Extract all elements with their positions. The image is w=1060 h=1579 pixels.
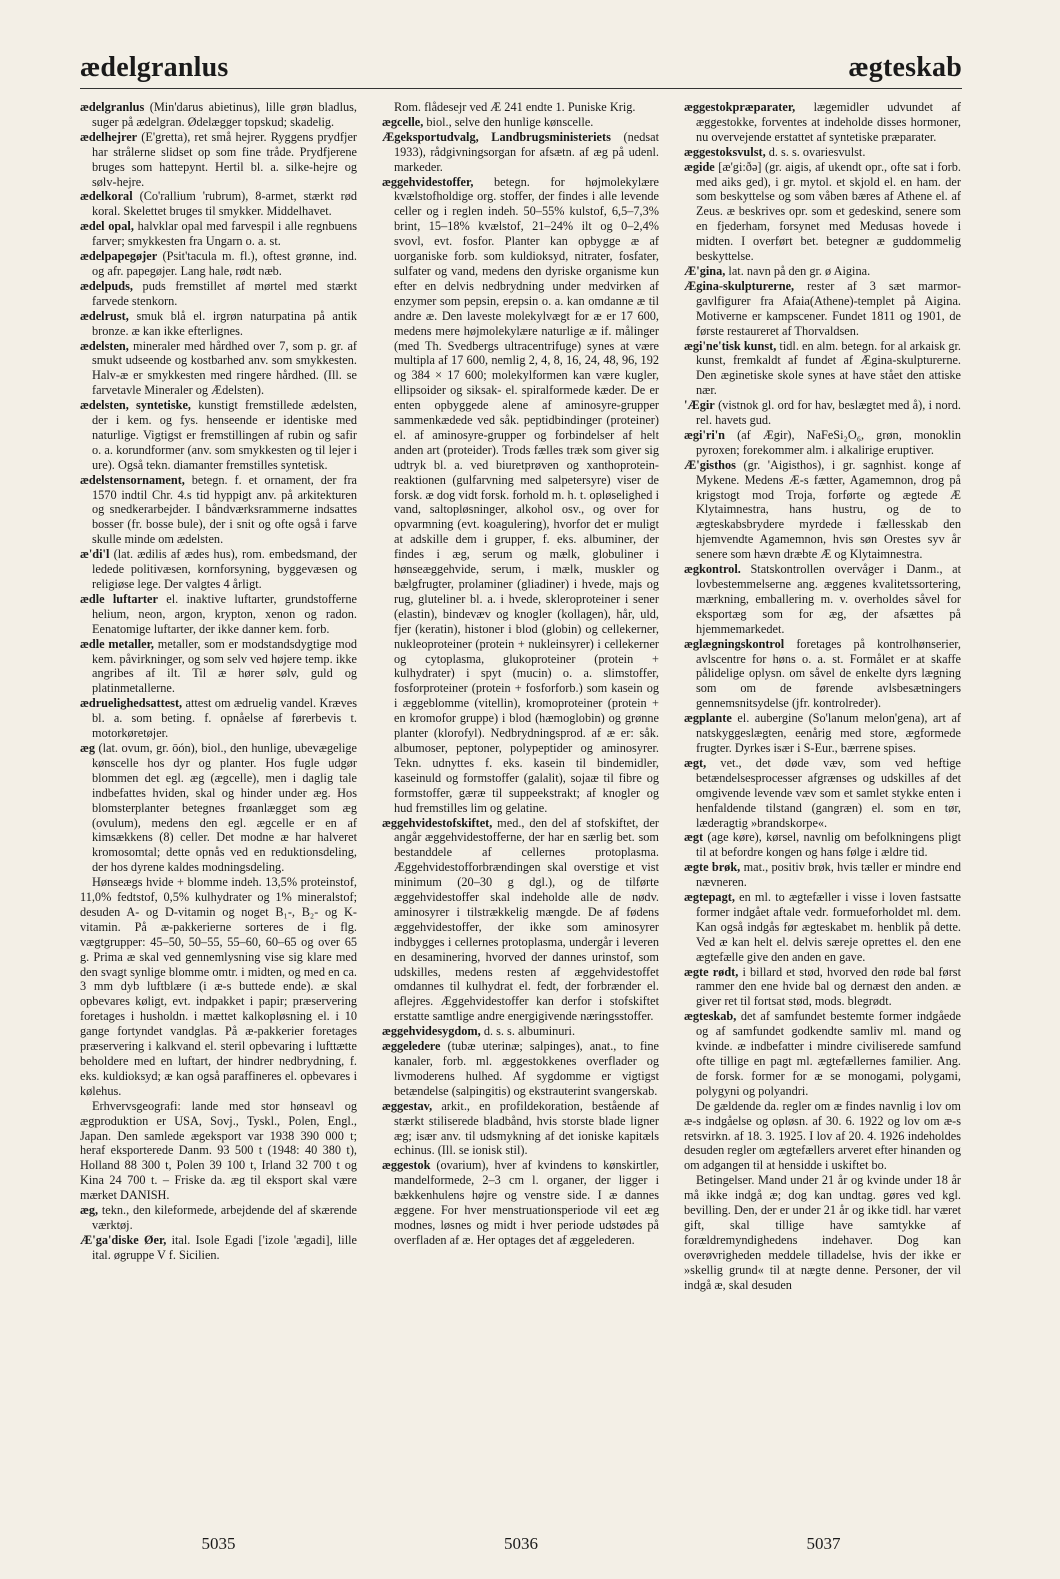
dictionary-entry: [684, 264, 961, 279]
entry-paragraph: [80, 875, 357, 1099]
entry-paragraph: [80, 1099, 357, 1203]
entry-headword: æggehvidesygdom,: [382, 1024, 481, 1039]
entry-headword: ægi'ri'n: [684, 427, 725, 442]
entry-headword: ægcelle,: [382, 114, 424, 129]
entry-headword: æg,: [80, 1203, 99, 1218]
entry-paragraph: [382, 100, 659, 115]
entry-headword: ædelsten, syntetiske,: [80, 398, 192, 413]
entry-text: el. aubergine (So'lanum melon'gena), art af natskyggeslægten, eenårig med store, ægformede frugter. Dyrkes især i S-Eur., bærrene spises.: [696, 711, 961, 755]
dictionary-entry: [382, 1158, 659, 1247]
entry-text: smuk blå el. irgrøn naturpatina på antik bronze. æ kan ikke efterlignes.: [92, 308, 357, 338]
entry-text: [æ'gi:ðə] (gr. aigis, af ukendt opr., ofte sat i forb. med aiks ged), i gr. mytol. et skjold el. en ham. der som beskyttelse og som våben bæres af Athene el. af Zeus. æ beskrives opr. som et gedeskind, senere som en fjederham, forsynet med Medusas hovede i midten. I overført bet. betegner æ guddommelig beskyttelse.: [696, 159, 961, 264]
dictionary-entry: [80, 741, 357, 875]
entry-text: Betingelser. Mand under 21 år og kvinde under 18 år må ikke indgå æ; dog kan undtag. gøres ved kgl. bevilling. Den, der er under 21 år og ikke tidl. har været gift, skal tillige have samtykke af forældremyndighedens indehaver. Dog kan overøvrigheden meddele tilladelse, hvis der ikke er »skellig grund« til at nægte denne. Personer, der vil indgå æ, skal desuden: [684, 1173, 961, 1292]
entry-text: (af Ægir), NaFeSi₂O₆, grøn, monoklin pyroxen; forekommer alm. i alkalirige eruptiver.: [696, 427, 961, 457]
entry-headword: ædelhejrer: [80, 129, 138, 144]
entry-text: kunstigt fremstillede ædelsten, der i kem. og fys. henseende er identiske med naturlige. Vigtigst er fremstillingen af rubin og safir o. a. korundformer (anv. som smykkesten og til lejer i ure). Også tekn. diamanter fremstilles syntetisk.: [92, 398, 357, 472]
column-2: [382, 100, 659, 1510]
entry-headword: ægte rødt,: [684, 964, 739, 979]
page-number-2: 5036: [504, 1534, 538, 1553]
entry-headword: Æ'gina,: [684, 263, 726, 278]
entry-text: med., den del af stofskiftet, der angår æggehvidestofferne, der har en særlig bet. som bestanddele af cellernes protoplasma. Æggehvidestofforbrændingen skal overstige et vist minimum (20–30 g dgl.), og de tilførte æggehvidestoffer skal indeholde alle de nødv. aminosyrer i tilstrækkelig mængde. De af fødens æggehvidestoffer, der ikke som aminosyrer indbygges i cellernes protoplasma, undergår i leveren en desaminering, hvorved der dannes urinstof, som udskilles, medens resten af æggehvidestoffet omdannes til kulhydrat el. fedt, der forbrænder el. aflejres. Æggehvidestoffer kan derfor i stofskiftet erstatte samtlige andre energigivende næringsstoffer.: [394, 815, 659, 1024]
entry-headword: ægkontrol.: [684, 562, 741, 577]
entry-headword: ædle metaller,: [80, 636, 154, 651]
page-number-1: 5035: [201, 1534, 236, 1553]
entry-headword: ædle luftarter: [80, 591, 158, 606]
entry-text: d. s. s. albuminuri.: [483, 1024, 576, 1039]
entry-headword: 'Ægir: [684, 398, 715, 413]
dictionary-entry: [684, 398, 961, 428]
entry-text: (gr. 'Aigisthos), i gr. sagnhist. konge af Mykene. Medens Æ-s fætter, Agamemnon, drog på krigstogt mod Troja, forførte og ægtede Æ Klytaimnestra, hans hustru, og de to ægteskabsbrydere myrdede i fællesskab den hjemvendte Agamemnon, hvis søn Orestes syv år senere som hævn dræbte Æ og Klytaimnestra.: [696, 457, 961, 562]
dictionary-entry: [684, 1009, 961, 1098]
dictionary-entry: [80, 696, 357, 741]
dictionary-entry: [80, 309, 357, 339]
entry-headword: ægt: [684, 830, 704, 845]
running-head: [80, 44, 962, 89]
entry-text: lægemidler udvundet af æggestokke, forventes at indeholde disses hormoner, nu overvejende erstattet af syntetiske præparater.: [696, 100, 961, 144]
entry-headword: ædelgranlus: [80, 100, 145, 114]
entry-headword: æggehvidestoffer,: [382, 174, 474, 189]
dictionary-entry: [684, 711, 961, 756]
dictionary-entry: [382, 130, 659, 175]
entry-paragraph: [684, 1099, 961, 1174]
dictionary-entry: [80, 637, 357, 697]
entry-text: ital. Isole Egadi ['izole 'ægadi], lille ital. øgruppe V f. Sicilien.: [92, 1232, 357, 1262]
dictionary-entry: [80, 279, 357, 309]
running-head-left: ædelgranlus: [80, 52, 229, 83]
entry-headword: Æ'gisthos: [684, 457, 736, 472]
entry-text: (ovarium), hver af kvindens to kønskirtler, mandelformede, 2–3 cm l. organer, der ligger i bækkenhulens højre og venstre side. I æ dannes æggene. For hver menstruationsperiode vil eet æg modnes, løsnes og midt i hver periode udstødes på overfladen af æ. Her optages det af æggelederen.: [394, 1158, 659, 1247]
dictionary-entry: [80, 1233, 357, 1263]
entry-text: arkit., en profildekoration, bestående af stærkt stiliserede bladbånd, hvis storste blade ligner æg; især anv. til udsmykning af det ioniske kapitæls echinus. (Ill. se ionisk stil).: [394, 1098, 659, 1158]
entry-text: tekn., den kileformede, arbejdende del af skærende værktøj.: [92, 1203, 357, 1232]
dictionary-entry: [80, 130, 357, 190]
entry-text: (nedsat 1933), rådgivningsorgan for afsætn. af æg på udenl. markeder.: [394, 129, 659, 174]
entry-headword: æggestok: [382, 1158, 431, 1173]
dictionary-entry: [382, 175, 659, 816]
entry-headword: ægide: [684, 159, 715, 174]
entry-text: Hønseægs hvide + blomme indeh. 13,5% proteinstof, 11,0% fedtstof, 0,5% kulhydrater og 1% mineralstof; desuden A- og D-vitamin og noget B₁-, B₂- og K-vitamin. På æ-pakkerierne sorteres de i flg. vægtgrupper: 45–50, 50–55, 55–60, 60–65 og over 65 g. Prima æ skal ved gennemlysning vise sig klare med den svagt synlige blomme omtr. i midten, og med en ca. 3 mm dyb luftblære (i æ-s buttede ende). æ skal opbevares køligt, evt. indpakket i papir; præservering foretages i husholdn. i mættet kalkopløsning el. i 10 gange fortyndet vandglas. På æ-pakkerier foretages præservering i kalkvand el. steril opbevaring i lufttætte beholdere med en luftart, der hindrer nedbrydning, f. eks. kuldioksyd; æ kan også paraffineres el. opbevares i kølehus.: [80, 875, 357, 1098]
entry-headword: æglægningskontrol: [684, 636, 785, 651]
entry-text: biol., selve den hunlige kønscelle.: [426, 114, 594, 129]
dictionary-entry: [80, 473, 357, 548]
dictionary-entry: [80, 249, 357, 279]
dictionary-entry: [684, 160, 961, 264]
entry-text: mineraler med hårdhed over 7, som p. gr. af smukt udseende og kostbarhed anv. som smykkesten. Halv-æ er smykkesten med ringere hårdhed. (Ill. se farvetavle Mineraler og Ædelsten).: [92, 338, 357, 398]
entry-headword: ægi'ne'tisk kunst,: [684, 338, 777, 353]
entry-text: (Co'rallium 'rubrum), 8-armet, stærkt rød koral. Skelettet bruges til smykker. Middelhavet.: [92, 189, 357, 219]
entry-text: mat., positiv brøk, hvis tæller er mindre end nævneren.: [696, 860, 961, 890]
dictionary-entry: [684, 637, 961, 712]
column-3: [684, 100, 961, 1510]
dictionary-entry: [684, 860, 961, 890]
dictionary-entry: [382, 816, 659, 1025]
entry-text: lat. navn på den gr. ø Aigina.: [728, 263, 871, 278]
entry-text: rester af 3 sæt marmor-gavlfigurer fra Afaia(Athene)-templet på Aigina. Motiverne er kampscener. Fundet 1811 og 1901, de første restaureret af Thorvaldsen.: [696, 278, 961, 338]
entry-text: (lat. ædilis af ædes hus), rom. embedsmand, der ledede politivæsen, kornforsyning, byggevæsen og religiøse lege. Der valgtes 4 årligt.: [92, 547, 357, 591]
entry-headword: ægplante: [684, 711, 732, 726]
entry-text: tidl. en alm. betegn. for al arkaisk gr. kunst, fremkaldt af fundet af Ægina-skulpturerne. Den æginetiske skole synes at have stået den attiske nær.: [696, 338, 961, 398]
running-head-right: ægteskab: [848, 52, 962, 83]
dictionary-entry: [684, 458, 961, 562]
dictionary-entry: [684, 890, 961, 965]
entry-headword: Æ'ga'diske Øer,: [80, 1232, 167, 1247]
entry-text: el. inaktive luftarter, grundstofferne helium, neon, argon, krypton, xenon og radon. Eenatomige luftarter, der ikke danner kem. forb.: [92, 591, 357, 636]
entry-headword: ædelkoral: [80, 189, 133, 204]
entry-text: halvklar opal med farvespil i alle regnbuens farver; smykkesten fra Ungarn o. a. st.: [92, 219, 357, 249]
entry-paragraph: [684, 1173, 961, 1292]
entry-headword: æggeledere: [382, 1039, 441, 1054]
entry-text: vet., det døde væv, som ved heftige betændelsesprocesser afgrænses og udskilles af det omgivende levende væv som et samlet stykke enten i henfaldende tilstand (gangræn) el. som en tør, læderagtig »brandskorpe«.: [696, 755, 961, 830]
entry-text: (vistnok gl. ord for hav, beslægtet med å), i nord. rel. havets gud.: [696, 398, 961, 428]
entry-headword: ægte brøk,: [684, 860, 741, 875]
entry-headword: ædelpapegøjer: [80, 249, 158, 264]
entry-text: attest om ædruelig vandel. Kræves bl. a. som beting. f. opnåelse af førerbevis t. motorkøretøjer.: [92, 696, 357, 741]
dictionary-entry: [382, 1024, 659, 1039]
entry-headword: ædelpuds,: [80, 278, 133, 293]
entry-text: De gældende da. regler om æ findes navnlig i lov om æ-s indgåelse og opløsn. af 30. 6. 1922 og lov om æ-s retsvirkn. af 18. 3. 1925. I lov af 20. 4. 1926 indeholdes desuden regler om ægtefællers arveret efter hinanden og om adgangen til at hensidde i uskiftet bo.: [684, 1098, 961, 1173]
dictionary-entry: [684, 756, 961, 831]
dictionary-entry: [80, 219, 357, 249]
entry-headword: Ægeksportudvalg, Landbrugsministeriets: [382, 129, 611, 144]
entry-text: (E'gretta), ret små hejrer. Ryggens prydfjer har strålerne slidset op som fine tråde. Prydfjerene bruges som hattepynt. Hertil bl. a. silke-hejre og sølv-hejre.: [92, 129, 357, 189]
dictionary-entry: [684, 428, 961, 458]
entry-headword: æggestav,: [382, 1098, 433, 1113]
entry-text: (age køre), kørsel, navnlig om befolkningens pligt til at befordre kongen og hans følge i ældre tid.: [696, 830, 961, 860]
entry-headword: ædelstensornament,: [80, 472, 185, 487]
entry-headword: ægt,: [684, 755, 707, 770]
text-columns: [80, 100, 962, 1510]
dictionary-entry: [80, 189, 357, 219]
dictionary-entry: [80, 1203, 357, 1233]
page-numbers: [80, 1534, 962, 1554]
dictionary-entry: [684, 279, 961, 339]
dictionary-entry: [684, 100, 961, 145]
dictionary-entry: [684, 145, 961, 160]
dictionary-entry: [382, 115, 659, 130]
entry-text: (Min'darus abietinus), lille grøn bladlus, suger på ædelgran. Ødelægger topskud; skadelig.: [92, 100, 357, 129]
dictionary-entry: [80, 592, 357, 637]
entry-text: d. s. s. ovariesvulst.: [768, 144, 866, 159]
entry-text: puds fremstillet af mørtel med stærkt farvede stenkorn.: [92, 278, 357, 308]
dictionary-entry: [80, 339, 357, 399]
dictionary-entry: [382, 1039, 659, 1099]
entry-text: betegn. f. et ornament, der fra 1570 indtil Chr. 4.s tid hyppigt anv. på arkitekturen og snedkerarbejder. I båndværksrammerne indsattes bosser (fr. bosse bule), der i snit og ofte også i farve skulle minde om ædelsten.: [92, 472, 357, 547]
entry-headword: ædel opal,: [80, 219, 134, 234]
entry-headword: ægteskab,: [684, 1009, 737, 1024]
entry-text: Erhvervsgeografi: lande med stor hønseavl og ægproduktion er USA, Sovj., Tyskl., Polen, Engl., Japan. Den samlede ægeksport var 1938 390 000 t; heraf eksporterede Danm. 93 500 t (1948: 40 380 t), Holland 88 300 t, Polen 39 100 t, Irland 32 700 t og Kina 24 700 t. – Friske da. æg til eksport skal være mærket DANISH.: [80, 1098, 357, 1203]
dictionary-entry: [80, 100, 357, 130]
entry-headword: æggehvidestofskiftet,: [382, 815, 493, 830]
column-1: [80, 100, 357, 1510]
entry-text: i billard et stød, hvorved den røde bal først rammer den ene hvide bal og dernæst den anden. æ giver ret til fortsat stød, mods. blegrødt.: [696, 964, 961, 1009]
dictionary-entry: [382, 1099, 659, 1159]
dictionary-entry: [684, 830, 961, 860]
entry-text: (Psit'tacula m. fl.), oftest grønne, ind. og afr. papegøjer. Lang hale, rødt næb.: [92, 249, 357, 278]
entry-headword: æ'di'l: [80, 547, 110, 562]
entry-text: (tubæ uterinæ; salpinges), anat., to fine kanaler, forb. ml. æggestokkenes overflader og livmoderens hulhed. Af sygdomme er vigtigst betændelse (salpingitis) og ekstrauterint svangerskab.: [394, 1039, 659, 1098]
dictionary-entry: [684, 965, 961, 1010]
entry-text: det af samfundet bestemte former indgåede og af samfundet godkendte samliv ml. mand og kvinde. æ indbefatter i mindre civiliserede samfund ofte tillige en pagt ml. ægtefællernes familier. Ang. de forsk. former for æ se monogami, polygami, polygyni og polyandri.: [696, 1009, 961, 1098]
entry-headword: æggestokpræparater,: [684, 100, 796, 114]
entry-headword: ægtepagt,: [684, 890, 735, 905]
entry-headword: æggestoksvulst,: [684, 144, 766, 159]
page-number-3: 5037: [806, 1534, 841, 1553]
entry-text: metaller, som er modstandsdygtige mod kem. påvirkninger, og som selv ved højere temp. ikke angribes af ilt. Til æ hører sølv, guld og platinmetallerne.: [92, 636, 357, 696]
entry-headword: Ægina-skulpturerne,: [684, 278, 795, 293]
entry-text: en ml. to ægtefæller i visse i loven fastsatte former indgået aftale vedr. formueforholdet ml. dem. Kan også indgås før ægteskabet m. henblik på dette. Ved æ kan helt el. delvis særeje oprettes el. den ene ægtefælle give den anden en gave.: [696, 890, 961, 964]
entry-text: (lat. ovum, gr. ōón), biol., den hunlige, ubevægelige kønscelle hos dyr og planter. Hos fugle udgør blommen det egl. æg (ægcelle), men i daglig tale indbefattes hviden, skal og hinder under æg. Hos blomsterplanter betegnes frøanlægget som æg (ovulum), medens den egl. ægcelle er en af kimsækkens (8) celler. Det modne æ har halveret kromosomtal; dette opnås ved en reduktionsdeling, der hos dyrene kaldes modningsdeling.: [92, 740, 357, 875]
entry-headword: ædelrust,: [80, 308, 129, 323]
entry-headword: ædelsten,: [80, 338, 129, 353]
entry-headword: æg: [80, 740, 96, 755]
dictionary-entry: [684, 562, 961, 637]
entry-headword: ædruelighedsattest,: [80, 696, 183, 711]
entry-text: betegn. for højmolekylære kvælstofholdige org. stoffer, der findes i alle levende celler og i reglen indeh. 50–55% kulstof, 6,5–7,3% brint, 15–18% kvælstof, 21–24% ilt og 0–2,4% svovl, evt. fosfor. Planter kan opbygge æ af uorganiske forb. som kuldioksyd, nitrater, fosfater, sulfater og vand, medens den dyriske organisme kun efter en delvis nedbrydning under medvirken af enzymer som pepsin, erepsin o. a. kan omdanne æ til andre æ. Den laveste molekylvægt for æ er 17 600, medens mere højmolekylære naturlige æ if. målinger (med Th. Svedbergs ultracentrifuge) synes at være multipla af 17 600, nemlig 2, 4, 8, 16, 24, 48, 96, 192 og 384 × 17 600; molekylformen kan være kugler, ellipsoider og siksak- el. spiralformede kæder. De er enten opbyggede alene af aminosyre-grupper sammenkædede ved såk. peptidbindinger (proteiner) el. af aminosyre-grupper og forbindelser af helt anden art (proteider). Trods fælles træk som giver sig udtryk bl. a. ved biuretprøven og xanthoprotein-reaktionen (gulfarvning med salpetersyre) viser de forsk. æ dog vidt forsk. forhold m. h. t. opløselighed i vand, saltopløsninger, alkohol osv., og over for opvarmning (evt. koagulering), hvorfor det er muligt at adskille dem i grupper, f. eks. albuminer, der findes i æg, serum og mælk, globuliner i hønseæggehvide, serum, i mælk, muskler og bælgfrugter, prolaminer (gliadiner) i hvede, majs og rug, gluteliner bl. a. i hvede, skleroproteiner i sener (elastin), bindevæv og knogler (kollagen), hår, uld, fjer (keratin), histoner i blod (globin) og cellekerner, nukleoproteiner (protein + nukleinsyrer) i cellekerner og cytoplasma, glukoproteiner (protein + kulhydrater) i spyt (mucin) o. a. slimstoffer, fosforproteiner (protein + fosforforb.) som kasein og i æggeblomme (vitellin), kromoproteiner (protein + en kromofor gruppe) i blod (hæmoglobin) og grønne planter (klorofyl). Nedbrydningsprod. af æ er: såk. albumoser, peptoner, polypeptider og aminosyrer. Tekn. udnyttes f. eks. kasein til bindemidler, kaseinuld og formstoffer (galalit), sojaæ til fibre og formstoffer, gæræ til suppeekstrakt; af knogler og hud fremstilles lim og gelatine.: [394, 174, 659, 815]
dictionary-entry: [684, 339, 961, 399]
dictionary-entry: [80, 398, 357, 473]
dictionary-entry: [80, 547, 357, 592]
entry-text: Statskontrollen overvåger i Danm., at lovbestemmelserne ang. æggenes kvalitetssortering, mærkning, emballering m. v. overholdes såvel for eksportæg som for æg, der afsættes på hjemmemarkedet.: [696, 562, 961, 636]
entry-text: foretages på kontrolhønserier, avlscentre for høns o. a. st. Formålet er at skaffe pålidelige oplysn. om såvel de enkelte dyrs lægning som om de førende avlsbesætningers gennemsnitsydelse (jfr. kontrolreder).: [696, 636, 961, 711]
entry-text: Rom. flådesejr ved Æ 241 endte 1. Puniske Krig.: [394, 100, 636, 114]
